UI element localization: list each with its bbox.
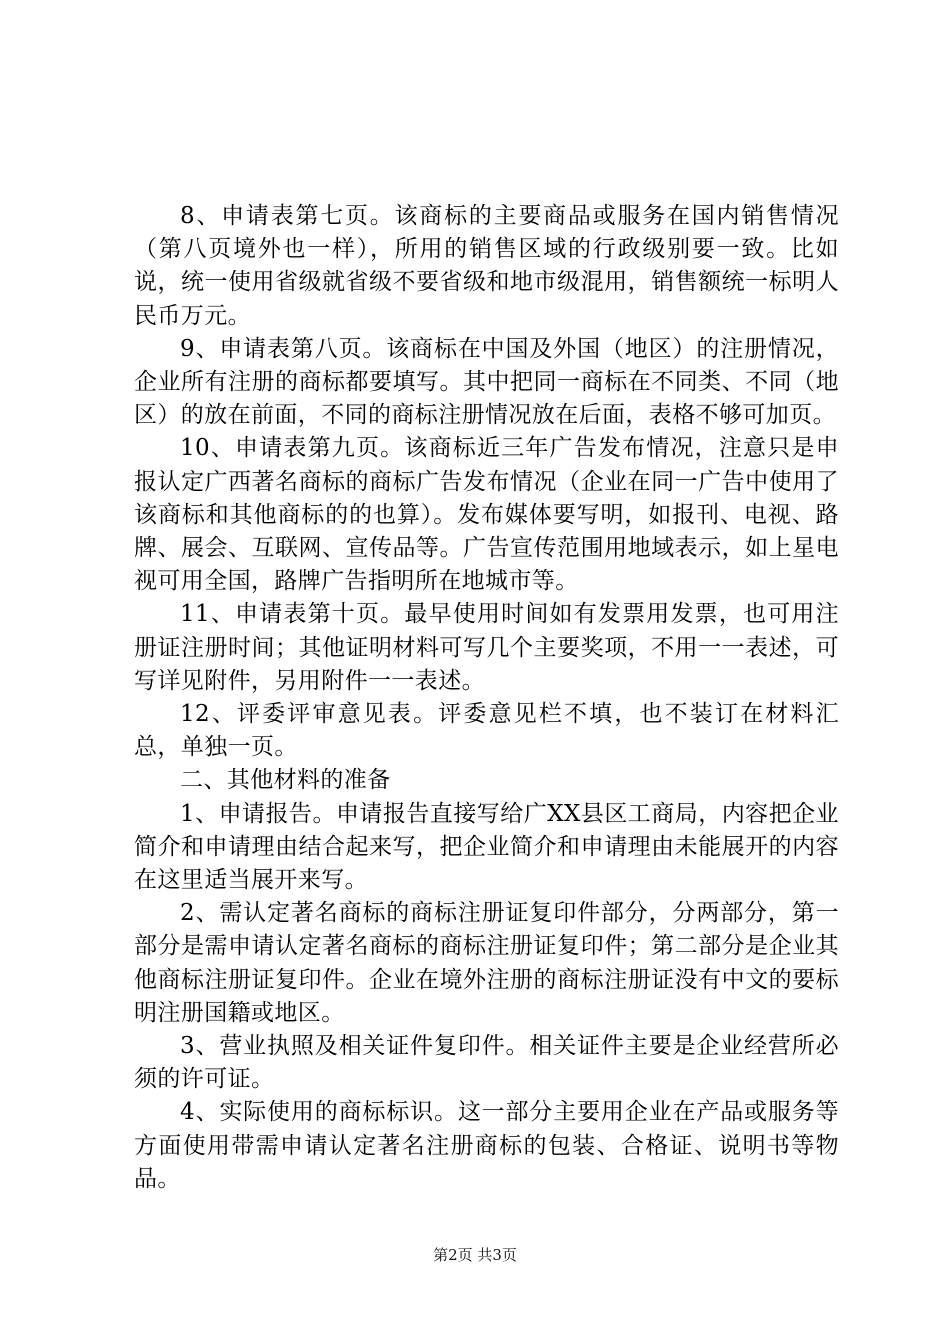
paragraph-business-license: 3、营业执照及相关证件复印件。相关证件主要是企业经营所必须的许可证。	[134, 1033, 839, 1093]
paragraph-trademark-identifiers: 4、实际使用的商标标识。这一部分主要用企业在产品或服务等方面使用带需申请认定著名注册商标的包装、合格证、说明书等物品。	[134, 1099, 839, 1192]
paragraph-item-9: 9、申请表第八页。该商标在中国及外国（地区）的注册情况，企业所有注册的商标都要填写。其中把同一商标在不同类、不同（地区）的放在前面，不同的商标注册情况放在后面，表格不够可加页。	[134, 335, 839, 429]
paragraph-item-12: 12、评委评审意见表。评委意见栏不填，也不装订在材料汇总，单独一页。	[134, 701, 839, 761]
paragraph-item-11: 11、申请表第十页。最早使用时间如有发票用发票，也可用注册证注册时间；其他证明材料可写几个主要奖项，不用一一表述，可写详见附件，另用附件一一表述。	[134, 601, 839, 694]
paragraph-item-10: 10、申请表第九页。该商标近三年广告发布情况，注意只是申报认定广西著名商标的商标广告发布情况（企业在同一广告中使用了该商标和其他商标的的也算）。发布媒体要写明，如报刊、电视、路牌、展会、互联网、宣传品等。广告宣传范围用地域表示，如上星电视可用全国，路牌广告指明所在地城市等。	[134, 435, 839, 595]
paragraph-application-report: 1、申请报告。申请报告直接写给广XX县区工商局，内容把企业简介和申请理由结合起来写，把企业简介和申请理由未能展开的内容在这里适当展开来写。	[134, 800, 839, 894]
section-heading-other-materials: 二、其他材料的准备	[180, 767, 391, 794]
paragraph-registration-copies: 2、需认定著名商标的商标注册证复印件部分，分两部分，第一部分是需申请认定著名商标的商标注册证复印件；第二部分是企业其他商标注册证复印件。企业在境外注册的商标注册证没有中文的要标明注册国籍或地区。	[134, 900, 839, 1026]
document-body	[134, 200, 839, 1196]
page-number-footer: 第2页 共3页	[433, 1246, 517, 1264]
paragraph-item-8: 8、申请表第七页。该商标的主要商品或服务在国内销售情况（第八页境外也一样），所用的销售区域的行政级别要一致。比如说，统一使用省级就省级不要省级和地市级混用，销售额统一标明人民币万元。	[134, 203, 839, 329]
